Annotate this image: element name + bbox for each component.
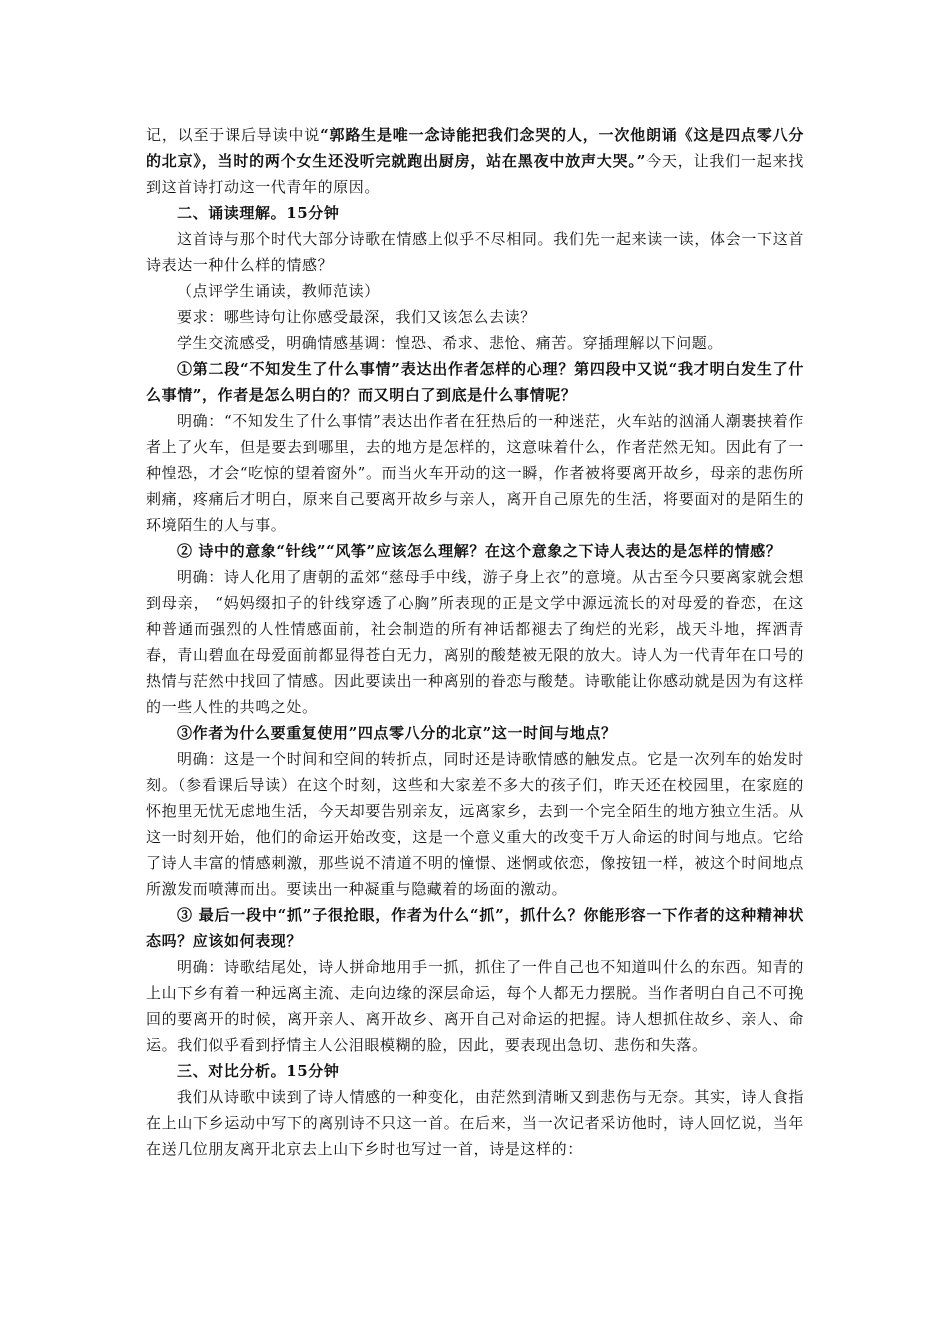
intro-quote: “郭路生是唯一念诗能把我们念哭的人，一次他朗诵《这是四点零八分的北京》，当时的两个女生还没听完就跑出厨房，站在黑夜中放声大哭。”	[146, 126, 804, 170]
intro-text-end: 今天，让我们一起来找到这首诗打动这一代青年的原因。	[146, 152, 804, 196]
recitation-note: （点评学生诵读，教师范读）	[177, 282, 380, 300]
question-3: ③作者为什么要重复使用”四点零八分的北京”这一时间与地点？	[177, 724, 617, 742]
intro-paragraph	[146, 122, 804, 200]
recitation-exchange: 学生交流感受，明确情感基调：惶恐、希求、悲怆、痛苦。穿插理解以下问题。	[177, 334, 724, 352]
comparison-paragraph: 我们从诗歌中读到了诗人情感的一种变化，由茫然到清晰又到悲伤与无奈。其实，诗人食指在上山下乡运动中写下的离别诗不只这一首。在后来，当一次记者采访他时，诗人回忆说，当年在送几位朋友离开北京去上山下乡时也写过一首，诗是这样的：	[146, 1088, 804, 1158]
section-heading-comparison: 三、对比分析。15分钟	[177, 1062, 340, 1080]
question-1: ①第二段“不知发生了什么事情”表达出作者怎样的心理？第四段中又说“我才明白发生了什么事情”，作者是怎么明白的？而又明白了到底是什么事情呢？	[146, 360, 804, 404]
recitation-intro: 这首诗与那个时代大部分诗歌在情感上似乎不尽相同。我们先一起来读一读，体会一下这首诗表达一种什么样的情感？	[146, 230, 804, 274]
question-2: ② 诗中的意象“针线”“风筝”应该怎么理解？在这个意象之下诗人表达的是怎样的情感？	[177, 542, 782, 560]
answer-4: 明确：诗歌结尾处，诗人拼命地用手一抓，抓住了一件自己也不知道叫什么的东西。知青的上山下乡有着一种远离主流、走向边缘的深层命运，每个人都无力摆脱。当作者明白自己不可挽回的要离开的时候，离开亲人、离开故乡、离开自己对命运的把握。诗人想抓住故乡、亲人、命运。我们似乎看到抒情主人公泪眼模糊的脸，因此，要表现出急切、悲伤和失落。	[146, 958, 804, 1054]
intro-text-start: 记，以至于课后导读中说	[146, 126, 321, 144]
question-4: ③ 最后一段中“抓”子很抢眼，作者为什么“抓”，抓什么？你能形容一下作者的这种精神状态吗？应该如何表现？	[146, 906, 804, 950]
answer-2: 明确：诗人化用了唐朝的孟郊“慈母手中线，游子身上衣”的意境。从古至今只要离家就会想到母亲， “妈妈缀扣子的针线穿透了心胸”所表现的正是文学中源远流长的对母爱的眷恋，在这种普通而强烈的人性情感面前，社会制造的所有神话都褪去了绚烂的光彩，战天斗地，挥洒青春，青山碧血在母爱面前都显得苍白无力，离别的酸楚被无限的放大。诗人为一代青年在口号的热情与茫然中找回了情感。因此要读出一种离别的眷恋与酸楚。诗歌能让你感动就是因为有这样的一些人性的共鸣之处。	[146, 568, 804, 716]
answer-3: 明确：这是一个时间和空间的转折点，同时还是诗歌情感的触发点。它是一次列车的始发时刻。（参看课后导读）在这个时刻，这些和大家差不多大的孩子们，昨天还在校园里，在家庭的怀抱里无忧无虑地生活，今天却要告别亲友，远离家乡，去到一个完全陌生的地方独立生活。从这一时刻开始，他们的命运开始改变，这是一个意义重大的改变千万人命运的时间与地点。它给了诗人丰富的情感刺激，那些说不清道不明的憧憬、迷惘或依恋，像按钮一样，被这个时间地点所激发而喷薄而出。要读出一种凝重与隐藏着的场面的激动。	[146, 750, 804, 898]
recitation-requirement: 要求：哪些诗句让你感受最深，我们又该怎么去读？	[177, 308, 536, 326]
answer-1: 明确：“不知发生了什么事情”表达出作者在狂热后的一种迷茫，火车站的汹涌人潮裹挟着作者上了火车，但是要去到哪里，去的地方是怎样的，这意味着什么，作者茫然无知。因此有了一种惶恐，才会“吃惊的望着窗外”。而当火车开动的这一瞬，作者被将要离开故乡，母亲的悲伤所刺痛，疼痛后才明白，原来自己要离开故乡与亲人，离开自己原先的生活，将要面对的是陌生的环境陌生的人与事。	[146, 412, 804, 534]
section-heading-recitation: 二、诵读理解。15分钟	[177, 204, 340, 222]
